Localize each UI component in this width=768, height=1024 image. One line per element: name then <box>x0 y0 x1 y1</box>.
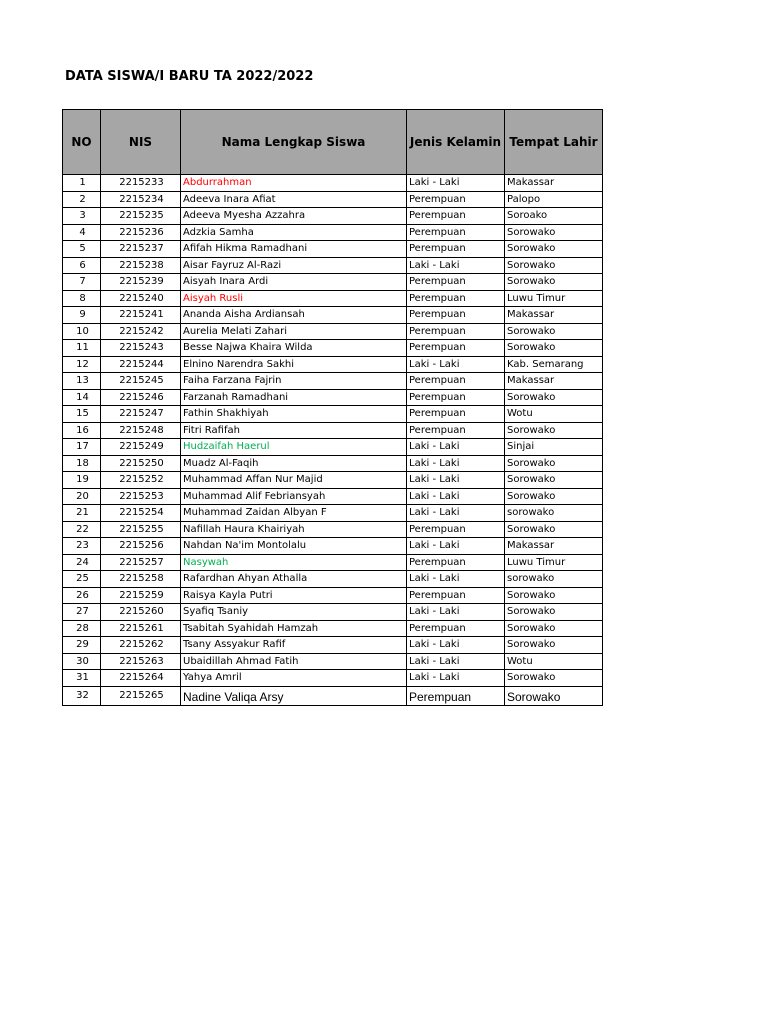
row-name: Muhammad Alif Febriansyah <box>181 488 407 505</box>
row-name: Abdurrahman <box>181 175 407 192</box>
row-gender: Laki - Laki <box>407 439 505 456</box>
row-nis: 2215235 <box>101 208 181 225</box>
table-row <box>63 290 603 307</box>
row-no: 6 <box>63 257 101 274</box>
row-no: 7 <box>63 274 101 291</box>
row-name: Fathin Shakhiyah <box>181 406 407 423</box>
row-nis: 2215260 <box>101 604 181 621</box>
row-nis: 2215244 <box>101 356 181 373</box>
table-row <box>63 637 603 654</box>
table-row <box>63 620 603 637</box>
row-birthplace: Soroako <box>505 208 603 225</box>
row-name: Hudzaifah Haerul <box>181 439 407 456</box>
row-birthplace: Sorowako <box>505 670 603 687</box>
row-no: 9 <box>63 307 101 324</box>
row-nis: 2215254 <box>101 505 181 522</box>
row-gender: Perempuan <box>407 686 505 705</box>
row-nis: 2215262 <box>101 637 181 654</box>
row-gender: Laki - Laki <box>407 604 505 621</box>
header-name: Nama Lengkap Siswa <box>181 110 407 175</box>
row-nis: 2215263 <box>101 653 181 670</box>
table-row <box>63 191 603 208</box>
row-nis: 2215253 <box>101 488 181 505</box>
row-birthplace: Sorowako <box>505 323 603 340</box>
row-name: Aisar Fayruz Al-Razi <box>181 257 407 274</box>
row-nis: 2215243 <box>101 340 181 357</box>
row-birthplace: sorowako <box>505 505 603 522</box>
row-gender: Perempuan <box>407 587 505 604</box>
row-gender: Perempuan <box>407 323 505 340</box>
row-gender: Perempuan <box>407 307 505 324</box>
row-nis: 2215265 <box>101 686 181 705</box>
row-no: 5 <box>63 241 101 258</box>
row-no: 29 <box>63 637 101 654</box>
table-row <box>63 241 603 258</box>
row-nis: 2215240 <box>101 290 181 307</box>
table-row <box>63 472 603 489</box>
table-row <box>63 439 603 456</box>
row-no: 20 <box>63 488 101 505</box>
row-birthplace: Sorowako <box>505 389 603 406</box>
row-gender: Perempuan <box>407 274 505 291</box>
table-row <box>63 571 603 588</box>
row-gender: Perempuan <box>407 406 505 423</box>
row-birthplace: Sorowako <box>505 604 603 621</box>
row-birthplace: Sorowako <box>505 340 603 357</box>
row-no: 32 <box>63 686 101 705</box>
row-nis: 2215256 <box>101 538 181 555</box>
row-birthplace: Luwu Timur <box>505 554 603 571</box>
row-gender: Perempuan <box>407 373 505 390</box>
row-no: 1 <box>63 175 101 192</box>
row-name: Muhammad Zaidan Albyan F <box>181 505 407 522</box>
row-birthplace: Makassar <box>505 538 603 555</box>
row-no: 30 <box>63 653 101 670</box>
table-row <box>63 340 603 357</box>
row-name: Afifah Hikma Ramadhani <box>181 241 407 258</box>
row-birthplace: Sorowako <box>505 257 603 274</box>
row-birthplace: sorowako <box>505 571 603 588</box>
row-birthplace: Makassar <box>505 373 603 390</box>
row-nis: 2215261 <box>101 620 181 637</box>
row-name: Nadine Valiqa Arsy <box>181 686 407 705</box>
row-gender: Laki - Laki <box>407 257 505 274</box>
table-row <box>63 587 603 604</box>
row-gender: Perempuan <box>407 521 505 538</box>
header-no: NO <box>63 110 101 175</box>
row-nis: 2215252 <box>101 472 181 489</box>
row-gender: Laki - Laki <box>407 571 505 588</box>
row-nis: 2215248 <box>101 422 181 439</box>
row-no: 24 <box>63 554 101 571</box>
row-no: 13 <box>63 373 101 390</box>
row-name: Nahdan Na'im Montolalu <box>181 538 407 555</box>
header-gender: Jenis Kelamin <box>407 110 505 175</box>
row-gender: Perempuan <box>407 620 505 637</box>
row-gender: Perempuan <box>407 224 505 241</box>
row-gender: Laki - Laki <box>407 356 505 373</box>
table-header-row <box>63 110 603 175</box>
table-row <box>63 208 603 225</box>
row-no: 19 <box>63 472 101 489</box>
row-birthplace: Palopo <box>505 191 603 208</box>
table-row <box>63 604 603 621</box>
row-gender: Perempuan <box>407 191 505 208</box>
row-birthplace: Sinjai <box>505 439 603 456</box>
row-name: Besse Najwa Khaira Wilda <box>181 340 407 357</box>
row-birthplace: Sorowako <box>505 472 603 489</box>
table-row <box>63 323 603 340</box>
row-no: 21 <box>63 505 101 522</box>
row-name: Rafardhan Ahyan Athalla <box>181 571 407 588</box>
row-gender: Perempuan <box>407 340 505 357</box>
row-nis: 2215236 <box>101 224 181 241</box>
row-gender: Laki - Laki <box>407 653 505 670</box>
row-gender: Perempuan <box>407 208 505 225</box>
row-gender: Perempuan <box>407 422 505 439</box>
table-row <box>63 257 603 274</box>
row-no: 25 <box>63 571 101 588</box>
row-nis: 2215241 <box>101 307 181 324</box>
row-nis: 2215247 <box>101 406 181 423</box>
row-gender: Laki - Laki <box>407 538 505 555</box>
row-nis: 2215258 <box>101 571 181 588</box>
row-no: 27 <box>63 604 101 621</box>
row-birthplace: Sorowako <box>505 274 603 291</box>
table-row <box>63 653 603 670</box>
row-name: Nasywah <box>181 554 407 571</box>
row-birthplace: Sorowako <box>505 422 603 439</box>
row-birthplace: Sorowako <box>505 637 603 654</box>
row-gender: Perempuan <box>407 290 505 307</box>
row-no: 16 <box>63 422 101 439</box>
row-nis: 2215234 <box>101 191 181 208</box>
row-no: 17 <box>63 439 101 456</box>
row-name: Muhammad Affan Nur Majid <box>181 472 407 489</box>
row-nis: 2215245 <box>101 373 181 390</box>
header-nis: NIS <box>101 110 181 175</box>
row-birthplace: Sorowako <box>505 686 603 705</box>
row-birthplace: Kab. Semarang <box>505 356 603 373</box>
row-no: 12 <box>63 356 101 373</box>
row-no: 3 <box>63 208 101 225</box>
row-gender: Perempuan <box>407 241 505 258</box>
row-birthplace: Sorowako <box>505 241 603 258</box>
row-name: Aisyah Inara Ardi <box>181 274 407 291</box>
row-nis: 2215242 <box>101 323 181 340</box>
header-birthplace: Tempat Lahir <box>505 110 603 175</box>
table-row <box>63 505 603 522</box>
row-no: 18 <box>63 455 101 472</box>
table-row <box>63 373 603 390</box>
table-row <box>63 554 603 571</box>
row-name: Yahya Amril <box>181 670 407 687</box>
row-no: 14 <box>63 389 101 406</box>
row-birthplace: Sorowako <box>505 620 603 637</box>
row-no: 15 <box>63 406 101 423</box>
table-body <box>63 175 603 706</box>
table-row <box>63 406 603 423</box>
row-no: 22 <box>63 521 101 538</box>
row-no: 26 <box>63 587 101 604</box>
row-nis: 2215237 <box>101 241 181 258</box>
row-name: Adzkia Samha <box>181 224 407 241</box>
row-name: Fitri Rafifah <box>181 422 407 439</box>
row-nis: 2215246 <box>101 389 181 406</box>
row-nis: 2215250 <box>101 455 181 472</box>
table-row <box>63 422 603 439</box>
row-name: Nafillah Haura Khairiyah <box>181 521 407 538</box>
table-row <box>63 455 603 472</box>
row-nis: 2215255 <box>101 521 181 538</box>
row-name: Tsabitah Syahidah Hamzah <box>181 620 407 637</box>
table-row <box>63 670 603 687</box>
row-nis: 2215264 <box>101 670 181 687</box>
row-birthplace: Sorowako <box>505 455 603 472</box>
table-row <box>63 224 603 241</box>
table-row <box>63 175 603 192</box>
row-name: Elnino Narendra Sakhi <box>181 356 407 373</box>
table-row <box>63 538 603 555</box>
row-birthplace: Sorowako <box>505 224 603 241</box>
row-name: Tsany Assyakur Rafif <box>181 637 407 654</box>
row-no: 11 <box>63 340 101 357</box>
row-no: 31 <box>63 670 101 687</box>
row-gender: Laki - Laki <box>407 488 505 505</box>
row-no: 23 <box>63 538 101 555</box>
row-name: Adeeva Myesha Azzahra <box>181 208 407 225</box>
row-birthplace: Wotu <box>505 406 603 423</box>
row-birthplace: Makassar <box>505 307 603 324</box>
row-name: Faiha Farzana Fajrin <box>181 373 407 390</box>
row-name: Aurelia Melati Zahari <box>181 323 407 340</box>
table-row <box>63 307 603 324</box>
row-name: Aisyah Rusli <box>181 290 407 307</box>
row-gender: Perempuan <box>407 389 505 406</box>
row-no: 4 <box>63 224 101 241</box>
row-birthplace: Sorowako <box>505 587 603 604</box>
row-nis: 2215257 <box>101 554 181 571</box>
row-no: 28 <box>63 620 101 637</box>
row-birthplace: Makassar <box>505 175 603 192</box>
table-row <box>63 521 603 538</box>
row-nis: 2215239 <box>101 274 181 291</box>
table-row <box>63 274 603 291</box>
row-gender: Laki - Laki <box>407 637 505 654</box>
row-no: 8 <box>63 290 101 307</box>
row-birthplace: Luwu Timur <box>505 290 603 307</box>
row-nis: 2215249 <box>101 439 181 456</box>
row-nis: 2215233 <box>101 175 181 192</box>
row-gender: Perempuan <box>407 554 505 571</box>
row-birthplace: Sorowako <box>505 488 603 505</box>
row-birthplace: Wotu <box>505 653 603 670</box>
row-name: Adeeva Inara Afiat <box>181 191 407 208</box>
row-gender: Laki - Laki <box>407 505 505 522</box>
table-row <box>63 356 603 373</box>
row-name: Ubaidillah Ahmad Fatih <box>181 653 407 670</box>
table-row <box>63 488 603 505</box>
row-gender: Laki - Laki <box>407 472 505 489</box>
row-nis: 2215259 <box>101 587 181 604</box>
row-name: Syafiq Tsaniy <box>181 604 407 621</box>
table-row <box>63 686 603 705</box>
row-name: Raisya Kayla Putri <box>181 587 407 604</box>
student-table <box>62 109 603 706</box>
row-name: Muadz Al-Faqih <box>181 455 407 472</box>
table-row <box>63 389 603 406</box>
row-no: 10 <box>63 323 101 340</box>
row-birthplace: Sorowako <box>505 521 603 538</box>
row-gender: Laki - Laki <box>407 455 505 472</box>
row-gender: Laki - Laki <box>407 670 505 687</box>
row-gender: Laki - Laki <box>407 175 505 192</box>
row-no: 2 <box>63 191 101 208</box>
row-name: Ananda Aisha Ardiansah <box>181 307 407 324</box>
row-nis: 2215238 <box>101 257 181 274</box>
page-title: DATA SISWA/I BARU TA 2022/2022 <box>65 69 314 84</box>
row-name: Farzanah Ramadhani <box>181 389 407 406</box>
